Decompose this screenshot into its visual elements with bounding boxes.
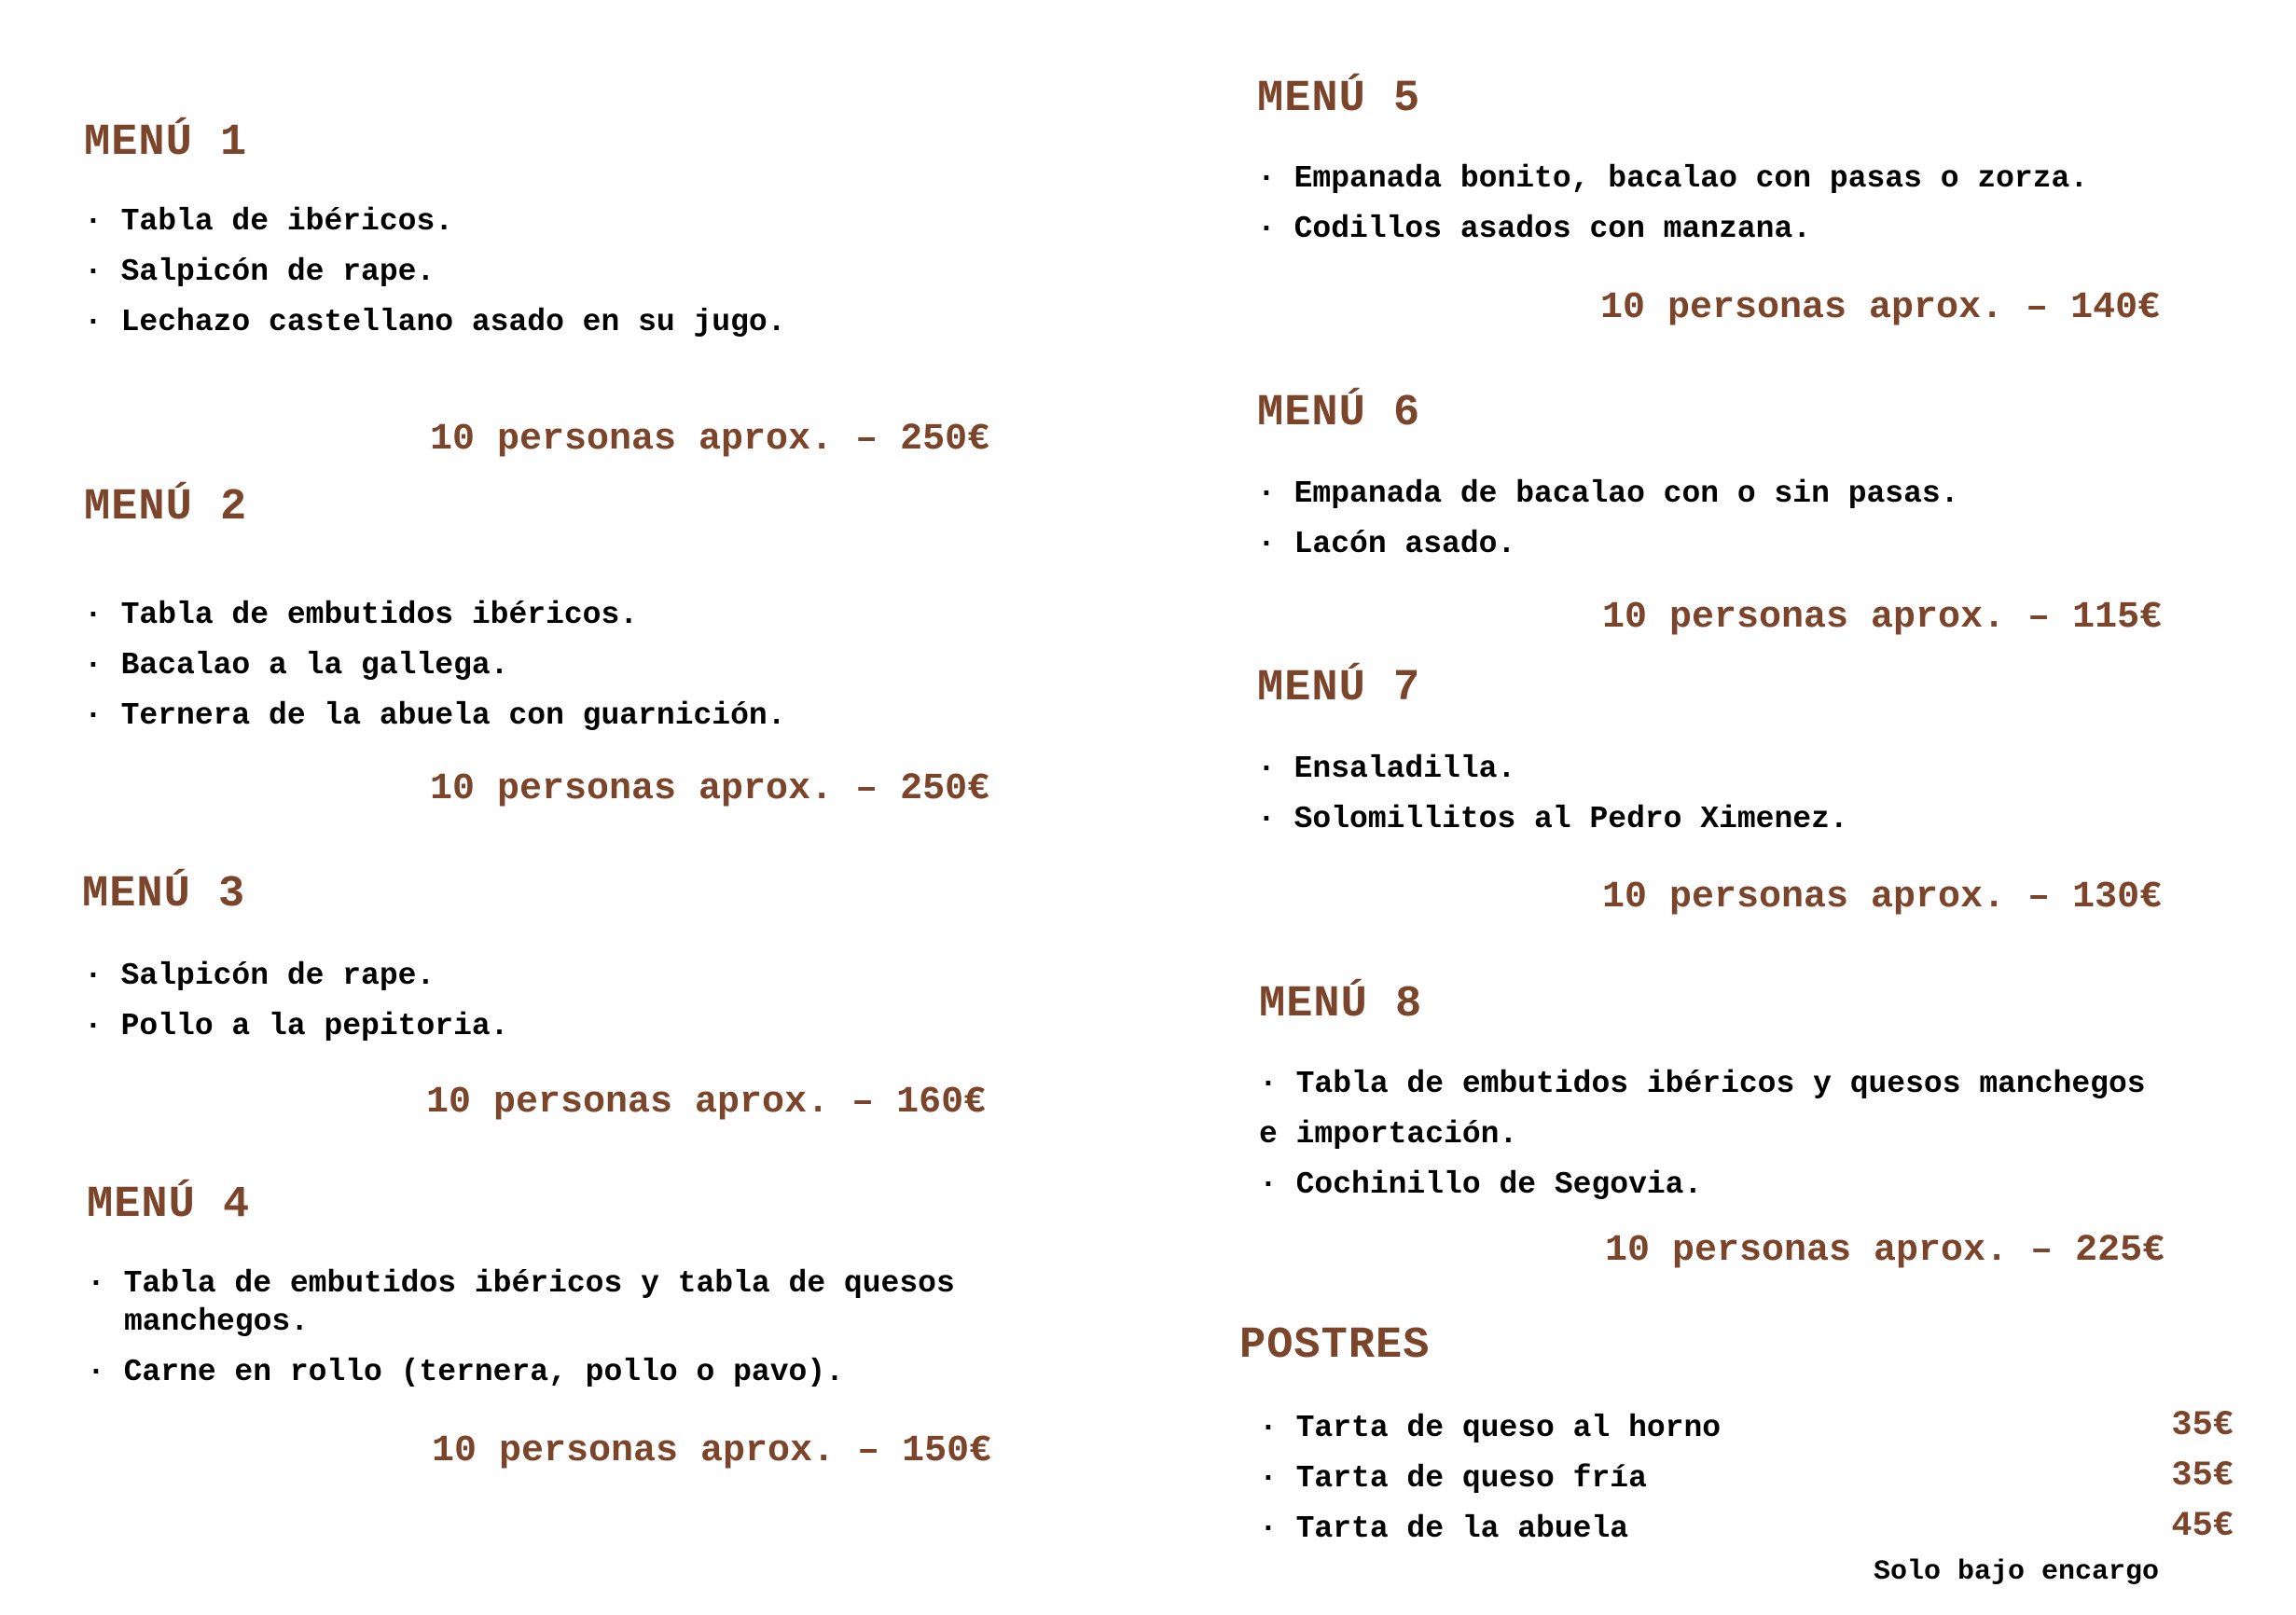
- menu-6-title: MENÚ 6: [1257, 389, 1421, 438]
- menu-5-item-1: · Empanada bonito, bacalao con pasas o zorza.: [1257, 161, 2089, 196]
- dessert-price-3: 45€: [2171, 1507, 2234, 1546]
- menu-4-price: 10 personas aprox. – 150€: [432, 1430, 992, 1472]
- menu-3-title: MENÚ 3: [82, 870, 246, 919]
- menu-4-title: MENÚ 4: [87, 1180, 251, 1230]
- postres-title: POSTRES: [1239, 1321, 1431, 1371]
- menu-5-price: 10 personas aprox. – 140€: [1600, 287, 2161, 329]
- postres-note: Solo bajo encargo: [1874, 1556, 2160, 1588]
- dessert-name-1: · Tarta de queso al horno: [1259, 1411, 1722, 1445]
- menu-2-title: MENÚ 2: [84, 483, 248, 532]
- menu-6-item-2: · Lacón asado.: [1257, 527, 1516, 561]
- menu-7-item-2: · Solomillitos al Pedro Ximenez.: [1257, 802, 1848, 836]
- menu-2-item-3: · Ternera de la abuela con guarnición.: [84, 698, 786, 733]
- menu-5-item-2: · Codillos asados con manzana.: [1257, 212, 1812, 246]
- menu-8-item-1-cont: e importación.: [1259, 1117, 1518, 1152]
- menu-6-item-1: · Empanada de bacalao con o sin pasas.: [1257, 476, 1959, 511]
- menu-3-item-2: · Pollo a la pepitoria.: [84, 1009, 509, 1043]
- menu-4-item-1-cont: manchegos.: [124, 1304, 310, 1339]
- dessert-name-2: · Tarta de queso fría: [1259, 1461, 1647, 1496]
- menu-1-item-3: · Lechazo castellano asado en su jugo.: [84, 305, 786, 339]
- menu-7-item-1: · Ensaladilla.: [1257, 752, 1516, 786]
- menu-4-item-2: · Carne en rollo (ternera, pollo o pavo).: [87, 1355, 844, 1389]
- menu-1-item-1: · Tabla de ibéricos.: [84, 204, 454, 239]
- menu-8-title: MENÚ 8: [1259, 980, 1423, 1029]
- menu-3-item-1: · Salpicón de rape.: [84, 959, 436, 993]
- menu-2-item-2: · Bacalao a la gallega.: [84, 648, 509, 683]
- menu-1-title: MENÚ 1: [84, 118, 248, 168]
- menu-6-price: 10 personas aprox. – 115€: [1602, 597, 2163, 639]
- menu-1-item-2: · Salpicón de rape.: [84, 255, 436, 289]
- menu-4-item-1: · Tabla de embutidos ibéricos y tabla de quesos: [87, 1266, 955, 1301]
- menu-2-price: 10 personas aprox. – 250€: [430, 768, 990, 810]
- menu-8-item-2: · Cochinillo de Segovia.: [1259, 1167, 1703, 1202]
- menu-7-price: 10 personas aprox. – 130€: [1602, 877, 2163, 918]
- menu-2-item-1: · Tabla de embutidos ibéricos.: [84, 598, 639, 632]
- dessert-name-3: · Tarta de la abuela: [1259, 1511, 1629, 1546]
- menu-5-title: MENÚ 5: [1257, 75, 1421, 124]
- dessert-price-2: 35€: [2171, 1456, 2234, 1496]
- menu-3-price: 10 personas aprox. – 160€: [426, 1082, 987, 1124]
- menu-8-price: 10 personas aprox. – 225€: [1605, 1230, 2165, 1272]
- menu-8-item-1: · Tabla de embutidos ibéricos y quesos manchegos: [1259, 1067, 2146, 1101]
- menu-1-price: 10 personas aprox. – 250€: [430, 419, 990, 461]
- dessert-price-1: 35€: [2171, 1406, 2234, 1445]
- menu-7-title: MENÚ 7: [1257, 664, 1421, 713]
